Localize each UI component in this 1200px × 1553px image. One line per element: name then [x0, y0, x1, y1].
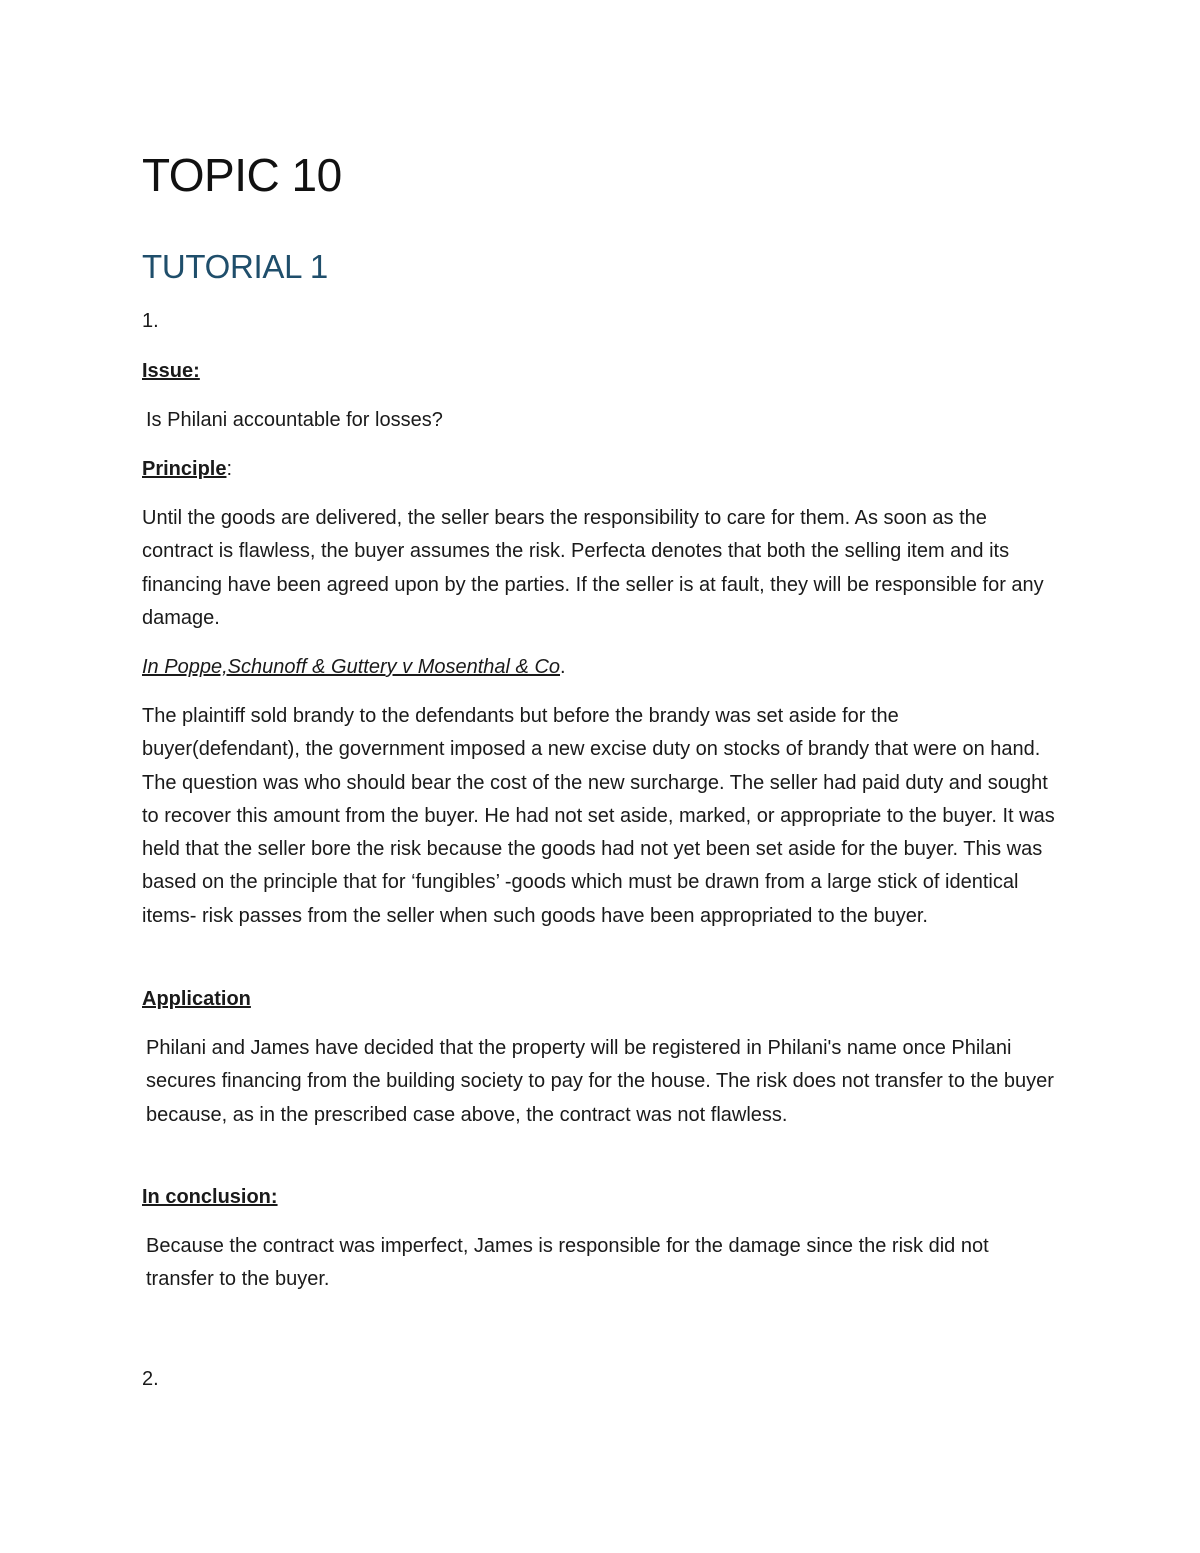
- application-heading: Application: [142, 988, 251, 1010]
- conclusion-heading-line: [142, 1181, 1062, 1214]
- case-reference: In Poppe,Schunoff & Guttery v Mosenthal & Co: [142, 656, 561, 678]
- conclusion-heading: In conclusion:: [142, 1186, 278, 1208]
- issue-heading-line: [142, 355, 1062, 388]
- application-text: Philani and James have decided that the property will be registered in Philani's name once Philani secures financing from the building society to pay for the house. The risk does not transfer to the buyer because, as in the prescribed case above, the contract was not flawless.: [146, 1037, 1054, 1126]
- case-reference-line: [142, 651, 1062, 684]
- case-text: The plaintiff sold brandy to the defendants but before the brandy was set aside for the buyer(defendant), the government imposed a new excise duty on stocks of brandy that were on hand. The question was who should bear the cost of the new surcharge. The seller had paid duty and sought to recover this amount from the buyer. He had not set aside, marked, or appropriate to the buyer. It was held that the seller bore the risk because the goods had not yet been set aside for the buyer. This was based on the principle that for ‘fungibles’ -goods which must be drawn from a large stick of identical items- risk passes from the seller when such goods have been appropriated to the buyer.: [142, 705, 1055, 927]
- issue-text: Is Philani accountable for losses?: [146, 409, 443, 431]
- page-title: TOPIC 10: [142, 149, 342, 201]
- case-reference-period: .: [560, 656, 566, 678]
- tutorial-heading: TUTORIAL 1: [142, 248, 328, 285]
- principle-colon: :: [226, 458, 233, 480]
- principle-text: Until the goods are delivered, the seller bears the responsibility to care for them. As soon as the contract is flawless, the buyer assumes the risk. Perfecta denotes that both the selling item and its financing have been agreed upon by the parties. If the seller is at fault, they will be responsible for any damage.: [142, 507, 1044, 629]
- question-1-number: 1.: [142, 310, 159, 332]
- principle-heading-line: [142, 453, 1062, 486]
- conclusion-text: Because the contract was imperfect, James is responsible for the damage since the risk did not transfer to the buyer.: [146, 1235, 989, 1291]
- principle-heading: Principle: [142, 458, 227, 480]
- application-heading-line: [142, 983, 1062, 1016]
- question-2-number: 2.: [142, 1368, 159, 1390]
- issue-heading: Issue:: [142, 360, 200, 382]
